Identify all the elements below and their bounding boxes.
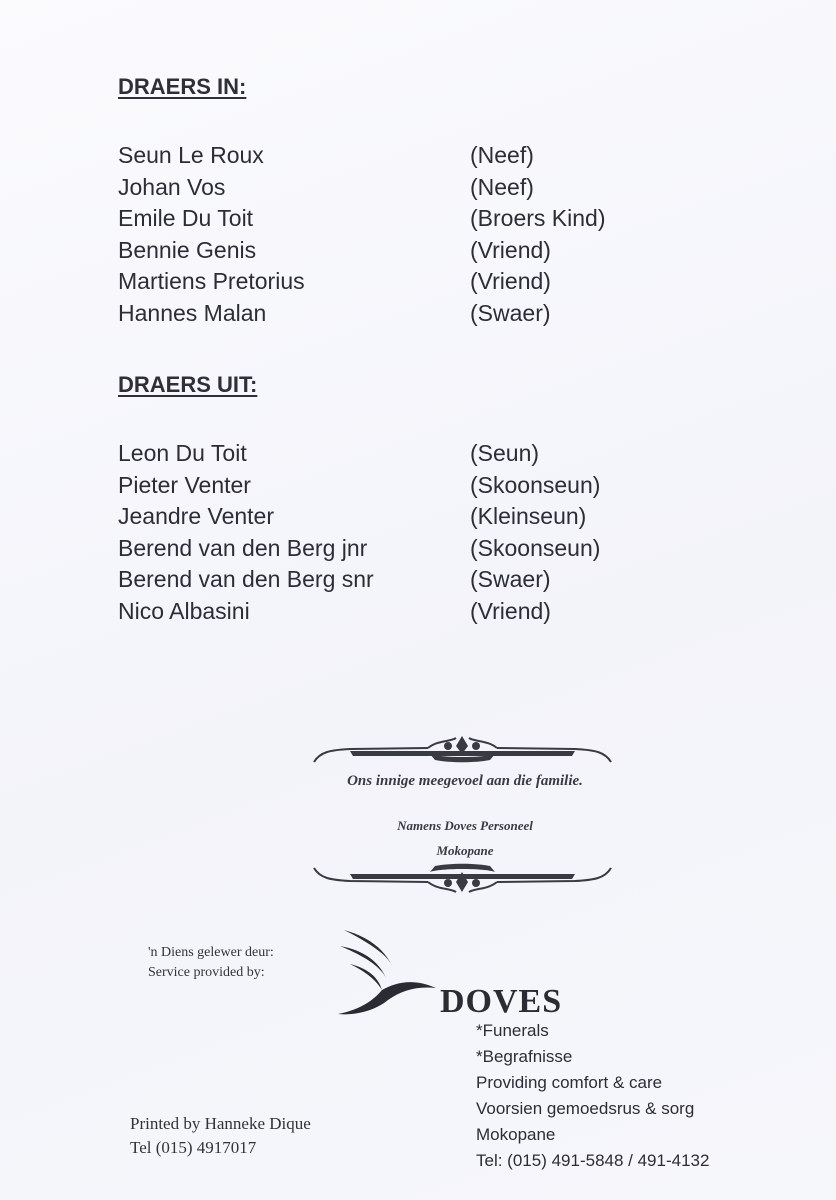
list-item — [118, 266, 678, 298]
draers-in-list — [118, 140, 678, 329]
brand-line: Mokopane — [476, 1125, 556, 1144]
draers-uit-heading: DRAERS UIT: — [118, 372, 258, 397]
pallbearer-name: Johan Vos — [118, 173, 226, 200]
bottom-flourish-ornament-icon — [310, 862, 615, 896]
staff-signature: Namens Doves Personeel — [397, 818, 533, 833]
draers-in-heading: DRAERS IN: — [118, 74, 247, 99]
brand-phone: Tel: (015) 491-5848 / 491-4132 — [476, 1151, 710, 1170]
list-item — [118, 203, 678, 235]
brand-line: *Begrafnisse — [476, 1047, 573, 1066]
service-line-english: Service provided by: — [148, 965, 265, 980]
list-item — [118, 140, 678, 172]
dove-logo-icon — [336, 926, 441, 1018]
doves-contact-block — [476, 1018, 709, 1174]
list-item — [118, 564, 678, 596]
list-item — [118, 438, 678, 470]
service-line-afrikaans: 'n Diens gelewer deur: — [148, 945, 274, 960]
pallbearer-name: Nico Albasini — [118, 597, 250, 624]
doves-brand-name: DOVES — [440, 983, 563, 1020]
brand-line: Voorsien gemoedsrus & sorg — [476, 1099, 695, 1118]
pallbearer-relation: (Swaer) — [470, 299, 551, 326]
list-item — [118, 172, 678, 204]
pallbearer-relation: (Swaer) — [470, 566, 551, 593]
pallbearer-name: Berend van den Berg jnr — [118, 534, 368, 561]
pallbearer-relation: (Skoonseun) — [470, 471, 601, 498]
pallbearer-name: Bennie Genis — [118, 236, 257, 263]
list-item — [118, 235, 678, 267]
list-item — [118, 596, 678, 628]
pallbearer-relation: (Vriend) — [470, 597, 551, 624]
staff-location: Mokopane — [436, 843, 494, 858]
pallbearer-name: Leon Du Toit — [118, 440, 247, 467]
pallbearer-name: Martiens Pretorius — [118, 268, 305, 295]
pallbearer-relation: (Vriend) — [470, 268, 551, 295]
pallbearer-name: Jeandre Venter — [118, 503, 275, 530]
top-flourish-ornament-icon — [310, 732, 615, 766]
list-item — [118, 533, 678, 565]
pallbearer-name: Berend van den Berg snr — [118, 566, 374, 593]
printer-name: Printed by Hanneke Dique — [130, 1114, 311, 1133]
brand-line: *Funerals — [476, 1021, 549, 1040]
list-item — [118, 470, 678, 502]
pallbearer-relation: (Neef) — [470, 173, 534, 200]
pallbearer-name: Pieter Venter — [118, 471, 251, 498]
pallbearer-relation: (Broers Kind) — [470, 205, 606, 232]
pallbearer-name: Emile Du Toit — [118, 205, 254, 232]
service-provided-by — [148, 943, 274, 983]
printed-by — [130, 1112, 311, 1160]
condolence-message: Ons innige meegevoel aan die familie. — [347, 773, 583, 789]
list-item — [118, 501, 678, 533]
pallbearer-relation: (Skoonseun) — [470, 534, 601, 561]
printer-phone: Tel (015) 4917017 — [130, 1138, 257, 1157]
pallbearer-relation: (Neef) — [470, 142, 534, 169]
pallbearer-relation: (Seun) — [470, 440, 540, 467]
brand-line: Providing comfort & care — [476, 1073, 663, 1092]
pallbearer-relation: (Vriend) — [470, 236, 551, 263]
pallbearer-name: Hannes Malan — [118, 299, 267, 326]
draers-uit-list — [118, 438, 678, 627]
pallbearer-name: Seun Le Roux — [118, 142, 264, 169]
list-item — [118, 298, 678, 330]
pallbearer-relation: (Kleinseun) — [470, 503, 587, 530]
